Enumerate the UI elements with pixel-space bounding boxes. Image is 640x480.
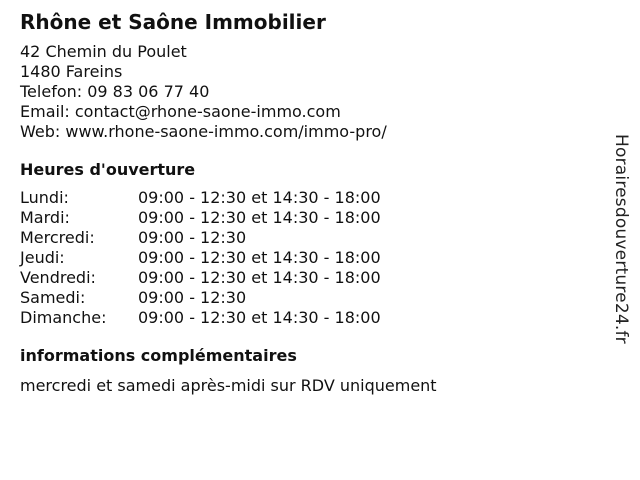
hours-day: Jeudi:: [20, 248, 65, 267]
hours-time: 09:00 - 12:30 et 14:30 - 18:00: [138, 208, 381, 227]
business-name: Rhône et Saône Immobilier: [20, 10, 326, 34]
hours-row: [20, 268, 381, 288]
hours-row: [20, 308, 381, 328]
hours-day: Dimanche:: [20, 308, 107, 327]
additional-info-text: mercredi et samedi après-midi sur RDV uniquement: [20, 376, 437, 395]
additional-info-title: informations complémentaires: [20, 346, 297, 365]
address-street: 42 Chemin du Poulet: [20, 42, 187, 61]
phone-line[interactable]: Telefon: 09 83 06 77 40: [20, 82, 210, 101]
hours-time: 09:00 - 12:30 et 14:30 - 18:00: [138, 248, 381, 267]
hours-time: 09:00 - 12:30: [138, 228, 247, 247]
opening-hours-table: [20, 188, 381, 328]
hours-time: 09:00 - 12:30: [138, 288, 247, 307]
hours-day: Lundi:: [20, 188, 69, 207]
hours-time: 09:00 - 12:30 et 14:30 - 18:00: [138, 188, 381, 207]
hours-day: Samedi:: [20, 288, 86, 307]
hours-row: [20, 288, 381, 308]
hours-row: [20, 248, 381, 268]
hours-row: [20, 208, 381, 228]
hours-row: [20, 188, 381, 208]
opening-hours-title: Heures d'ouverture: [20, 160, 196, 179]
web-line[interactable]: Web: www.rhone-saone-immo.com/immo-pro/: [20, 122, 387, 141]
hours-day: Mercredi:: [20, 228, 95, 247]
email-line[interactable]: Email: contact@rhone-saone-immo.com: [20, 102, 341, 121]
hours-time: 09:00 - 12:30 et 14:30 - 18:00: [138, 308, 381, 327]
hours-row: [20, 228, 381, 248]
hours-time: 09:00 - 12:30 et 14:30 - 18:00: [138, 268, 381, 287]
site-watermark: Horairesdouverture24.fr: [611, 134, 631, 344]
address-city: 1480 Fareins: [20, 62, 123, 81]
hours-day: Vendredi:: [20, 268, 96, 287]
business-card: [20, 8, 600, 396]
hours-day: Mardi:: [20, 208, 70, 227]
